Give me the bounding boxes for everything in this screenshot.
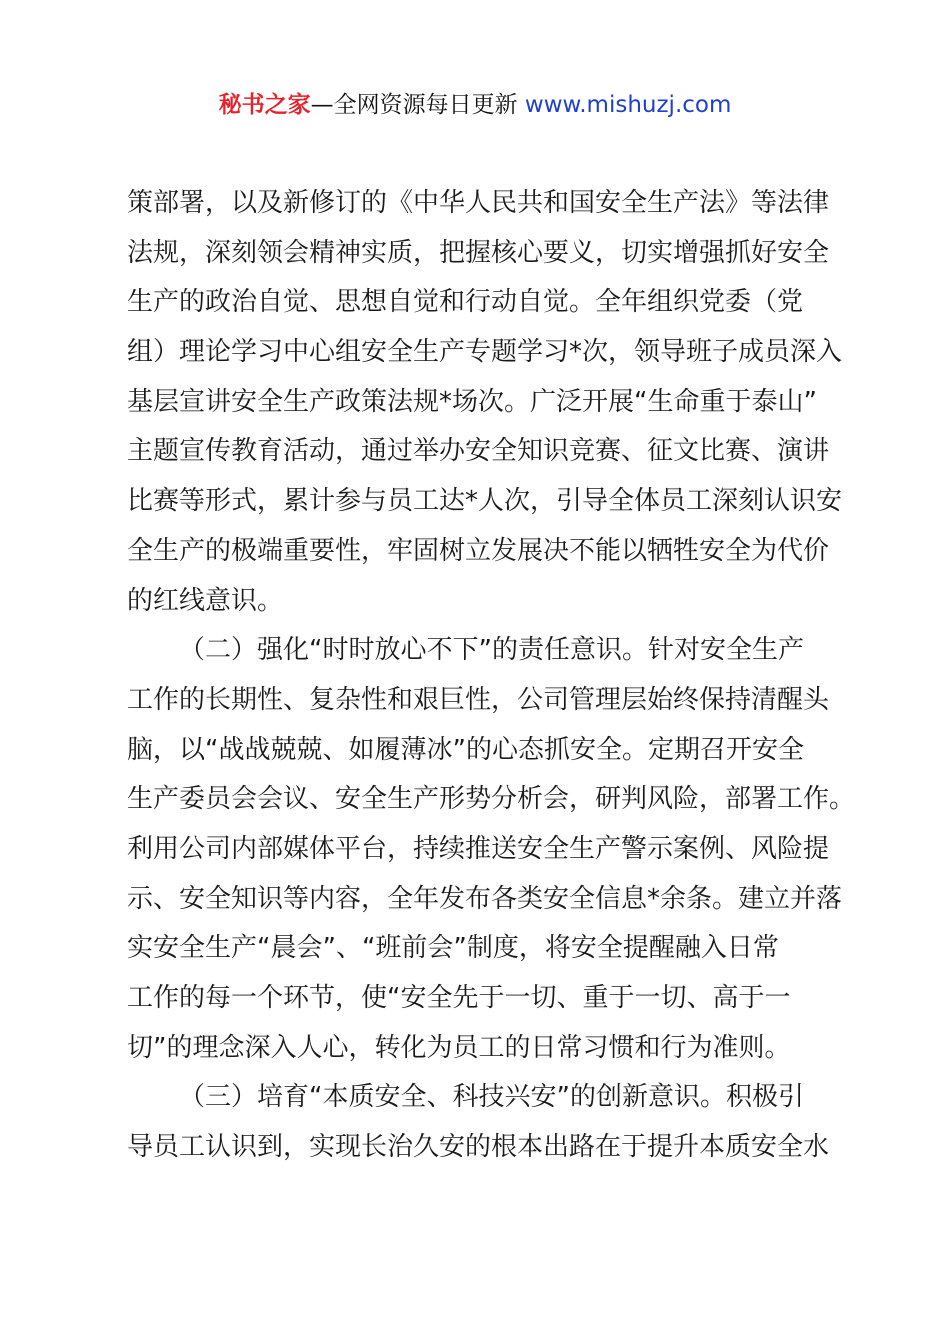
site-brand: 秘书之家 <box>218 92 311 118</box>
text-line: 示、安全知识等内容，全年发布各类安全信息*余条。建立并落 <box>127 883 843 914</box>
site-url-link[interactable]: www.mishuzj.com <box>524 92 732 118</box>
text-line: 基层宣讲安全生产政策法规*场次。广泛开展“生命重于泰山” <box>127 386 817 417</box>
text-line: 利用公司内部媒体平台，持续推送安全生产警示案例、风险提 <box>127 833 830 864</box>
text-line: 实安全生产“晨会”、“班前会”制度，将安全提醒融入日常 <box>127 933 779 964</box>
section-heading-line: （二）强化“时时放心不下”的责任意识。针对安全生产 <box>179 635 804 666</box>
text-line: 脑，以“战战兢兢、如履薄冰”的心态抓安全。定期召开安全 <box>127 734 804 765</box>
text-line: 切”的理念深入人心，转化为员工的日常习惯和行为准则。 <box>127 1032 791 1063</box>
text-line: 策部署，以及新修订的《中华人民共和国安全生产法》等法律 <box>127 188 830 218</box>
document-body <box>127 179 856 1173</box>
text-line: 全生产的极端重要性，牢固树立发展决不能以牺牲安全为代价 <box>127 535 830 566</box>
text-line: 法规，深刻领会精神实质，把握核心要义，切实增强抓好安全 <box>127 237 830 268</box>
text-line: 工作的每一个环节，使“安全先于一切、重于一切、高于一 <box>127 983 791 1013</box>
section-heading-line: （三）培育“本质安全、科技兴安”的创新意识。积极引 <box>179 1082 804 1113</box>
text-line: 比赛等形式，累计参与员工达*人次，引导全体员工深刻认识安 <box>127 486 843 517</box>
text-line: 生产委员会会议、安全生产形势分析会，研判风险，部署工作。 <box>127 784 856 815</box>
site-tagline: —全网资源每日更新 <box>310 92 525 118</box>
text-line: 的红线意识。 <box>127 585 284 616</box>
text-line: 工作的长期性、复杂性和艰巨性，公司管理层始终保持清醒头 <box>127 684 830 715</box>
text-line: 导员工认识到，实现长治久安的根本出路在于提升本质安全水 <box>127 1132 830 1163</box>
text-line: 组）理论学习中心组安全生产专题学习*次，领导班子成员深入 <box>127 337 843 368</box>
text-line: 生产的政治自觉、思想自觉和行动自觉。全年组织党委（党 <box>127 287 804 318</box>
page-header <box>0 88 950 122</box>
text-line: 主题宣传教育活动，通过举办安全知识竞赛、征文比赛、演讲 <box>127 436 830 467</box>
